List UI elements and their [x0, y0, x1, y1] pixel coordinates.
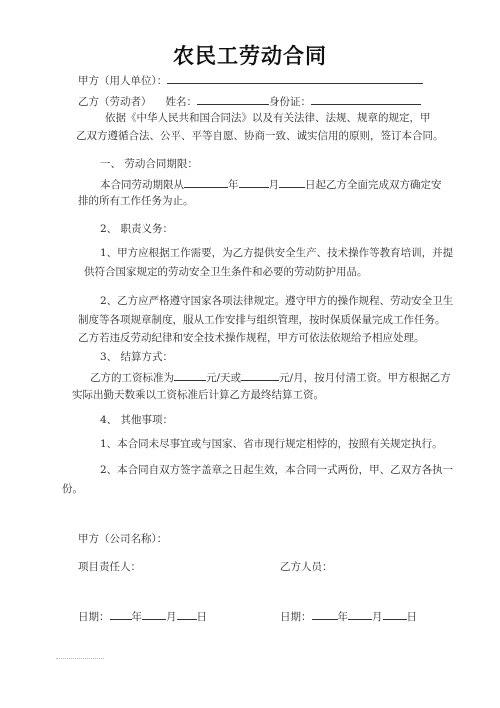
- b-month-blank[interactable]: [348, 608, 372, 620]
- day-label-b: 日: [406, 611, 417, 623]
- section3-line-2: 实际出勤天数乘以工资标准后计算乙方最终结算工资。: [72, 389, 324, 401]
- month-label-b: 月: [372, 611, 383, 623]
- section2-p1-line-2: 供符合国家规定的劳动安全卫生条件和必要的劳动防护用品。: [84, 266, 368, 278]
- a-year-blank[interactable]: [110, 608, 132, 620]
- section3-text-c: 元/月，按月付清工资。甲方根据乙方: [279, 372, 451, 384]
- section2-p2-line-3: 乙方若违反劳动纪律和安全技术操作规程，甲方可依法依规给予相应处理。: [78, 332, 425, 344]
- section4-p1: 1、本合同未尽事宜或与国家、省市现行规定相悖的，按照有关规定执行。: [100, 438, 443, 450]
- b-year-blank[interactable]: [312, 608, 338, 620]
- daily-wage-blank[interactable]: [174, 369, 206, 381]
- party-b-person-label: 乙方人员：: [280, 561, 333, 573]
- section3-heading: 3、 结算方式：: [100, 351, 174, 363]
- start-year-blank[interactable]: [184, 176, 228, 188]
- section1-line-1: [100, 176, 442, 192]
- section1-text-d: 日起乙方全面完成双方确定安: [305, 179, 442, 191]
- section2-p1-line-1: 1、甲方应根据工作需要，为乙方提供安全生产、技术操作等教育培训，并提: [100, 247, 454, 259]
- name-blank[interactable]: [197, 93, 269, 105]
- party-b-label: 乙方（劳动者）: [78, 96, 152, 108]
- party-a-label: 甲方（用人单位）：: [78, 75, 168, 87]
- section1-line-2: 排的所有工作任务为止。: [78, 195, 194, 207]
- party-a-line: [78, 72, 423, 88]
- party-b-date-line: [280, 608, 417, 624]
- section3-line-1: [90, 369, 451, 385]
- id-blank[interactable]: [311, 93, 421, 105]
- a-month-blank[interactable]: [142, 608, 166, 620]
- a-day-blank[interactable]: [177, 608, 197, 620]
- section4-p2-line-2: 份。: [62, 483, 83, 495]
- intro-line-2: 乙双方遵循合法、公平、平等自愿、协商一致、诚实信用的原则，签订本合同。: [76, 130, 444, 142]
- b-day-blank[interactable]: [383, 608, 407, 620]
- project-manager-label: 项目责任人：: [78, 561, 141, 573]
- footer-dotted-mark: [56, 656, 104, 659]
- id-label: 身份证：: [269, 96, 311, 108]
- monthly-wage-blank[interactable]: [241, 369, 279, 381]
- intro-line-1: 依据《中华人民共和国合同法》以及有关法律、法规、规章的规定，甲: [105, 112, 431, 124]
- section1-heading: 一、 劳动合同期限：: [100, 158, 198, 170]
- start-month-blank[interactable]: [239, 176, 269, 188]
- section4-heading: 4、 其他事项：: [100, 414, 174, 426]
- section1-text-a: 本合同劳动期限从: [100, 179, 184, 191]
- day-label-a: 日: [196, 611, 207, 623]
- party-a-blank[interactable]: [167, 72, 423, 84]
- name-label: 姓名：: [165, 96, 197, 108]
- date-label-a: 日期：: [78, 611, 110, 623]
- section2-p2-line-1: 2、乙方应严格遵守国家各项法律规定。遵守甲方的操作规程、劳动安全卫生: [100, 295, 454, 307]
- section2-heading: 2、 职责义务：: [100, 223, 174, 235]
- section3-text-a: 乙方的工资标准为: [90, 372, 174, 384]
- party-a-company-label: 甲方（公司名称）：: [78, 533, 168, 545]
- page-title: 农民工劳动合同: [173, 44, 327, 68]
- section4-p2-line-1: 2、本合同自双方签字盖章之日起生效，本合同一式两份，甲、乙双方各执一: [100, 464, 454, 476]
- party-b-line: [78, 93, 421, 109]
- month-label-a: 月: [166, 611, 177, 623]
- section1-text-b: 年: [228, 179, 239, 191]
- party-a-date-line: [78, 608, 207, 624]
- year-label-a: 年: [131, 611, 142, 623]
- year-label-b: 年: [337, 611, 348, 623]
- section2-p2-line-2: 制度等各项规章制度，服从工作安排与组织管理，按时保质保量完成工作任务。: [78, 314, 446, 326]
- section1-text-c: 月: [268, 179, 279, 191]
- section3-text-b: 元/天或: [206, 372, 242, 384]
- date-label-b: 日期：: [280, 611, 312, 623]
- start-day-blank[interactable]: [279, 176, 305, 188]
